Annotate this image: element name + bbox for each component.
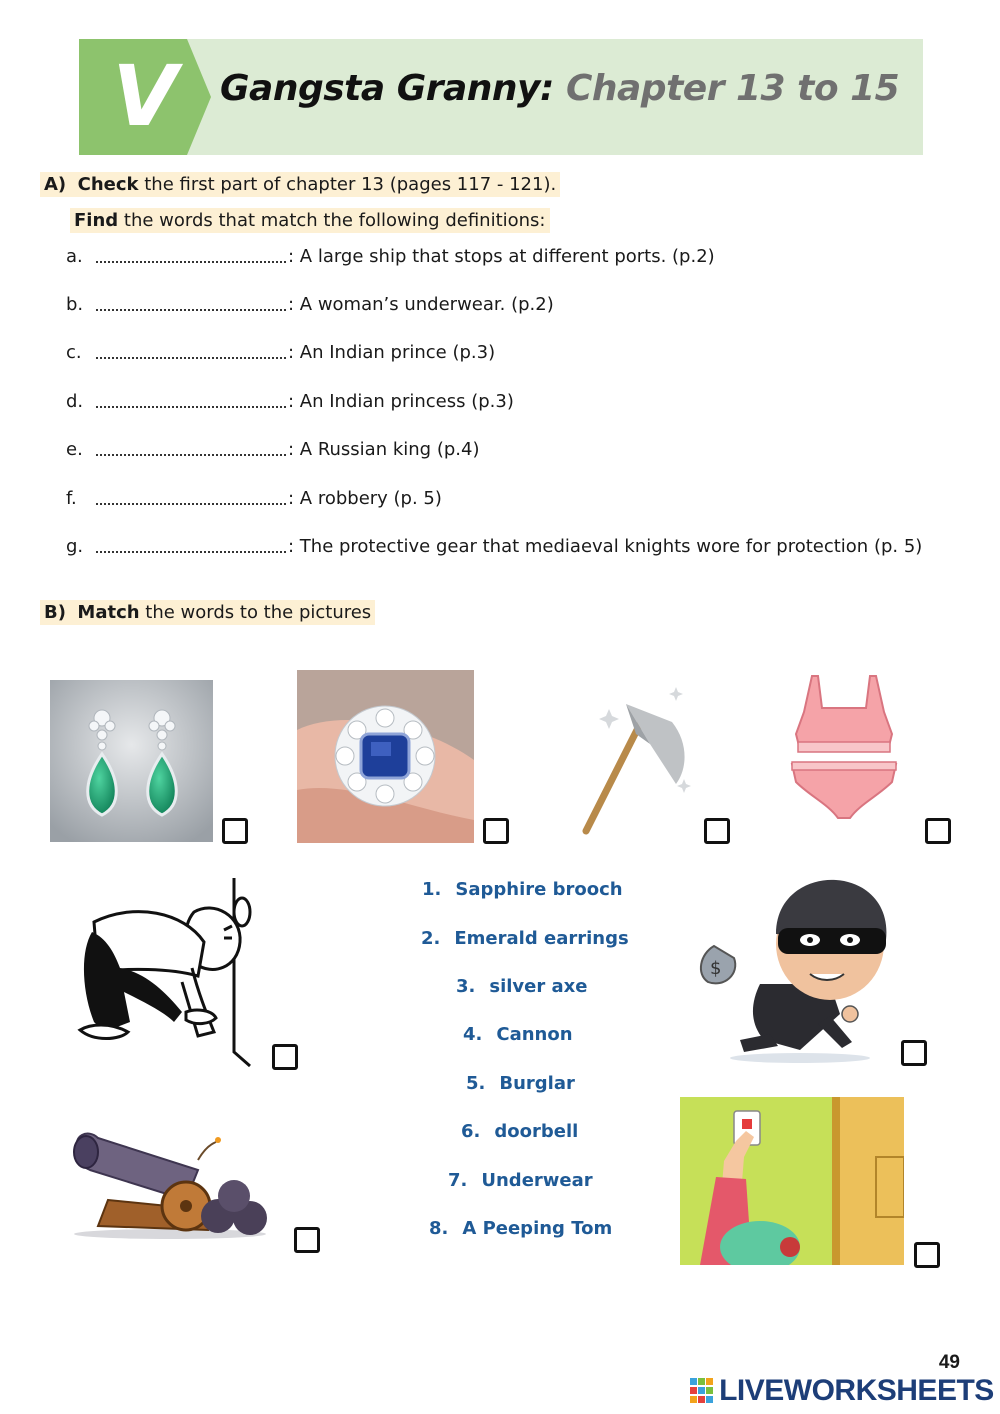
section-a-instruction: the first part of chapter 13 (pages 117 - 121). [138, 174, 557, 195]
match-checkbox-underwear[interactable] [925, 818, 951, 844]
match-checkbox-earrings[interactable] [222, 818, 248, 844]
answer-blank[interactable] [96, 396, 286, 408]
title-sub: Chapter 13 to 15 [553, 68, 900, 109]
section-a-heading [40, 174, 560, 195]
definition-item-b: b. : A woman’s underwear. (p.2) [66, 294, 554, 315]
definition-item-e: e. : A Russian king (p.4) [66, 439, 480, 460]
ring-image [297, 670, 474, 843]
section-a-sub-verb: Find [74, 210, 119, 231]
section-b-instruction: the words to the pictures [139, 602, 372, 623]
doorbell-image [680, 1097, 904, 1265]
answer-blank[interactable] [96, 493, 286, 505]
word-item-2: 2. Emerald earrings [421, 928, 629, 949]
page-number: 49 [938, 1352, 960, 1373]
axe-image [580, 686, 700, 836]
section-b-heading [40, 602, 375, 623]
underwear-image [788, 672, 900, 824]
answer-blank[interactable] [96, 347, 286, 359]
definition-item-g: g. : The protective gear that mediaeval knights wore for protection (p. 5) [66, 536, 923, 557]
burglar-image [690, 874, 896, 1064]
answer-blank[interactable] [96, 251, 286, 263]
word-item-6: 6. doorbell [461, 1121, 579, 1142]
answer-blank[interactable] [96, 541, 286, 553]
answer-blank[interactable] [96, 299, 286, 311]
logo-grid-icon [690, 1378, 714, 1404]
answer-blank[interactable] [96, 444, 286, 456]
section-a-verb: Check [77, 174, 139, 195]
section-a-sub-instruction: the words that match the following definitions: [118, 210, 546, 231]
match-checkbox-axe[interactable] [704, 818, 730, 844]
word-item-3: 3. silver axe [456, 976, 588, 997]
match-checkbox-doorbell[interactable] [914, 1242, 940, 1268]
banner-letter: V [112, 47, 178, 145]
section-a-subheading [70, 210, 550, 231]
earrings-image [50, 680, 213, 842]
definition-item-a: a. : A large ship that stops at different ports. (p.2) [66, 246, 715, 267]
brand-name: LIVEWORKSHEETS [719, 1374, 994, 1407]
match-checkbox-ring[interactable] [483, 818, 509, 844]
definition-item-d: d. : An Indian princess (p.3) [66, 391, 514, 412]
match-checkbox-cannon[interactable] [294, 1227, 320, 1253]
svg-text:$: $ [710, 958, 722, 979]
definition-item-c: c. : An Indian prince (p.3) [66, 342, 496, 363]
word-item-7: 7. Underwear [448, 1170, 593, 1191]
cannon-image [68, 1130, 272, 1240]
section-b-verb: Match [77, 602, 140, 623]
word-item-1: 1. Sapphire brooch [422, 879, 623, 900]
section-a-label: A) [44, 174, 67, 195]
word-item-8: 8. A Peeping Tom [429, 1218, 613, 1239]
title-main: Gangsta Granny: [220, 68, 554, 109]
word-item-4: 4. Cannon [463, 1024, 573, 1045]
match-checkbox-peeping-man[interactable] [272, 1044, 298, 1070]
peeping-man-image [74, 872, 266, 1068]
liveworksheets-logo [690, 1374, 994, 1408]
definition-item-f: f. : A robbery (p. 5) [66, 488, 442, 509]
match-checkbox-burglar[interactable] [901, 1040, 927, 1066]
page-title [220, 68, 899, 109]
section-b-label: B) [44, 602, 66, 623]
word-item-5: 5. Burglar [466, 1073, 575, 1094]
